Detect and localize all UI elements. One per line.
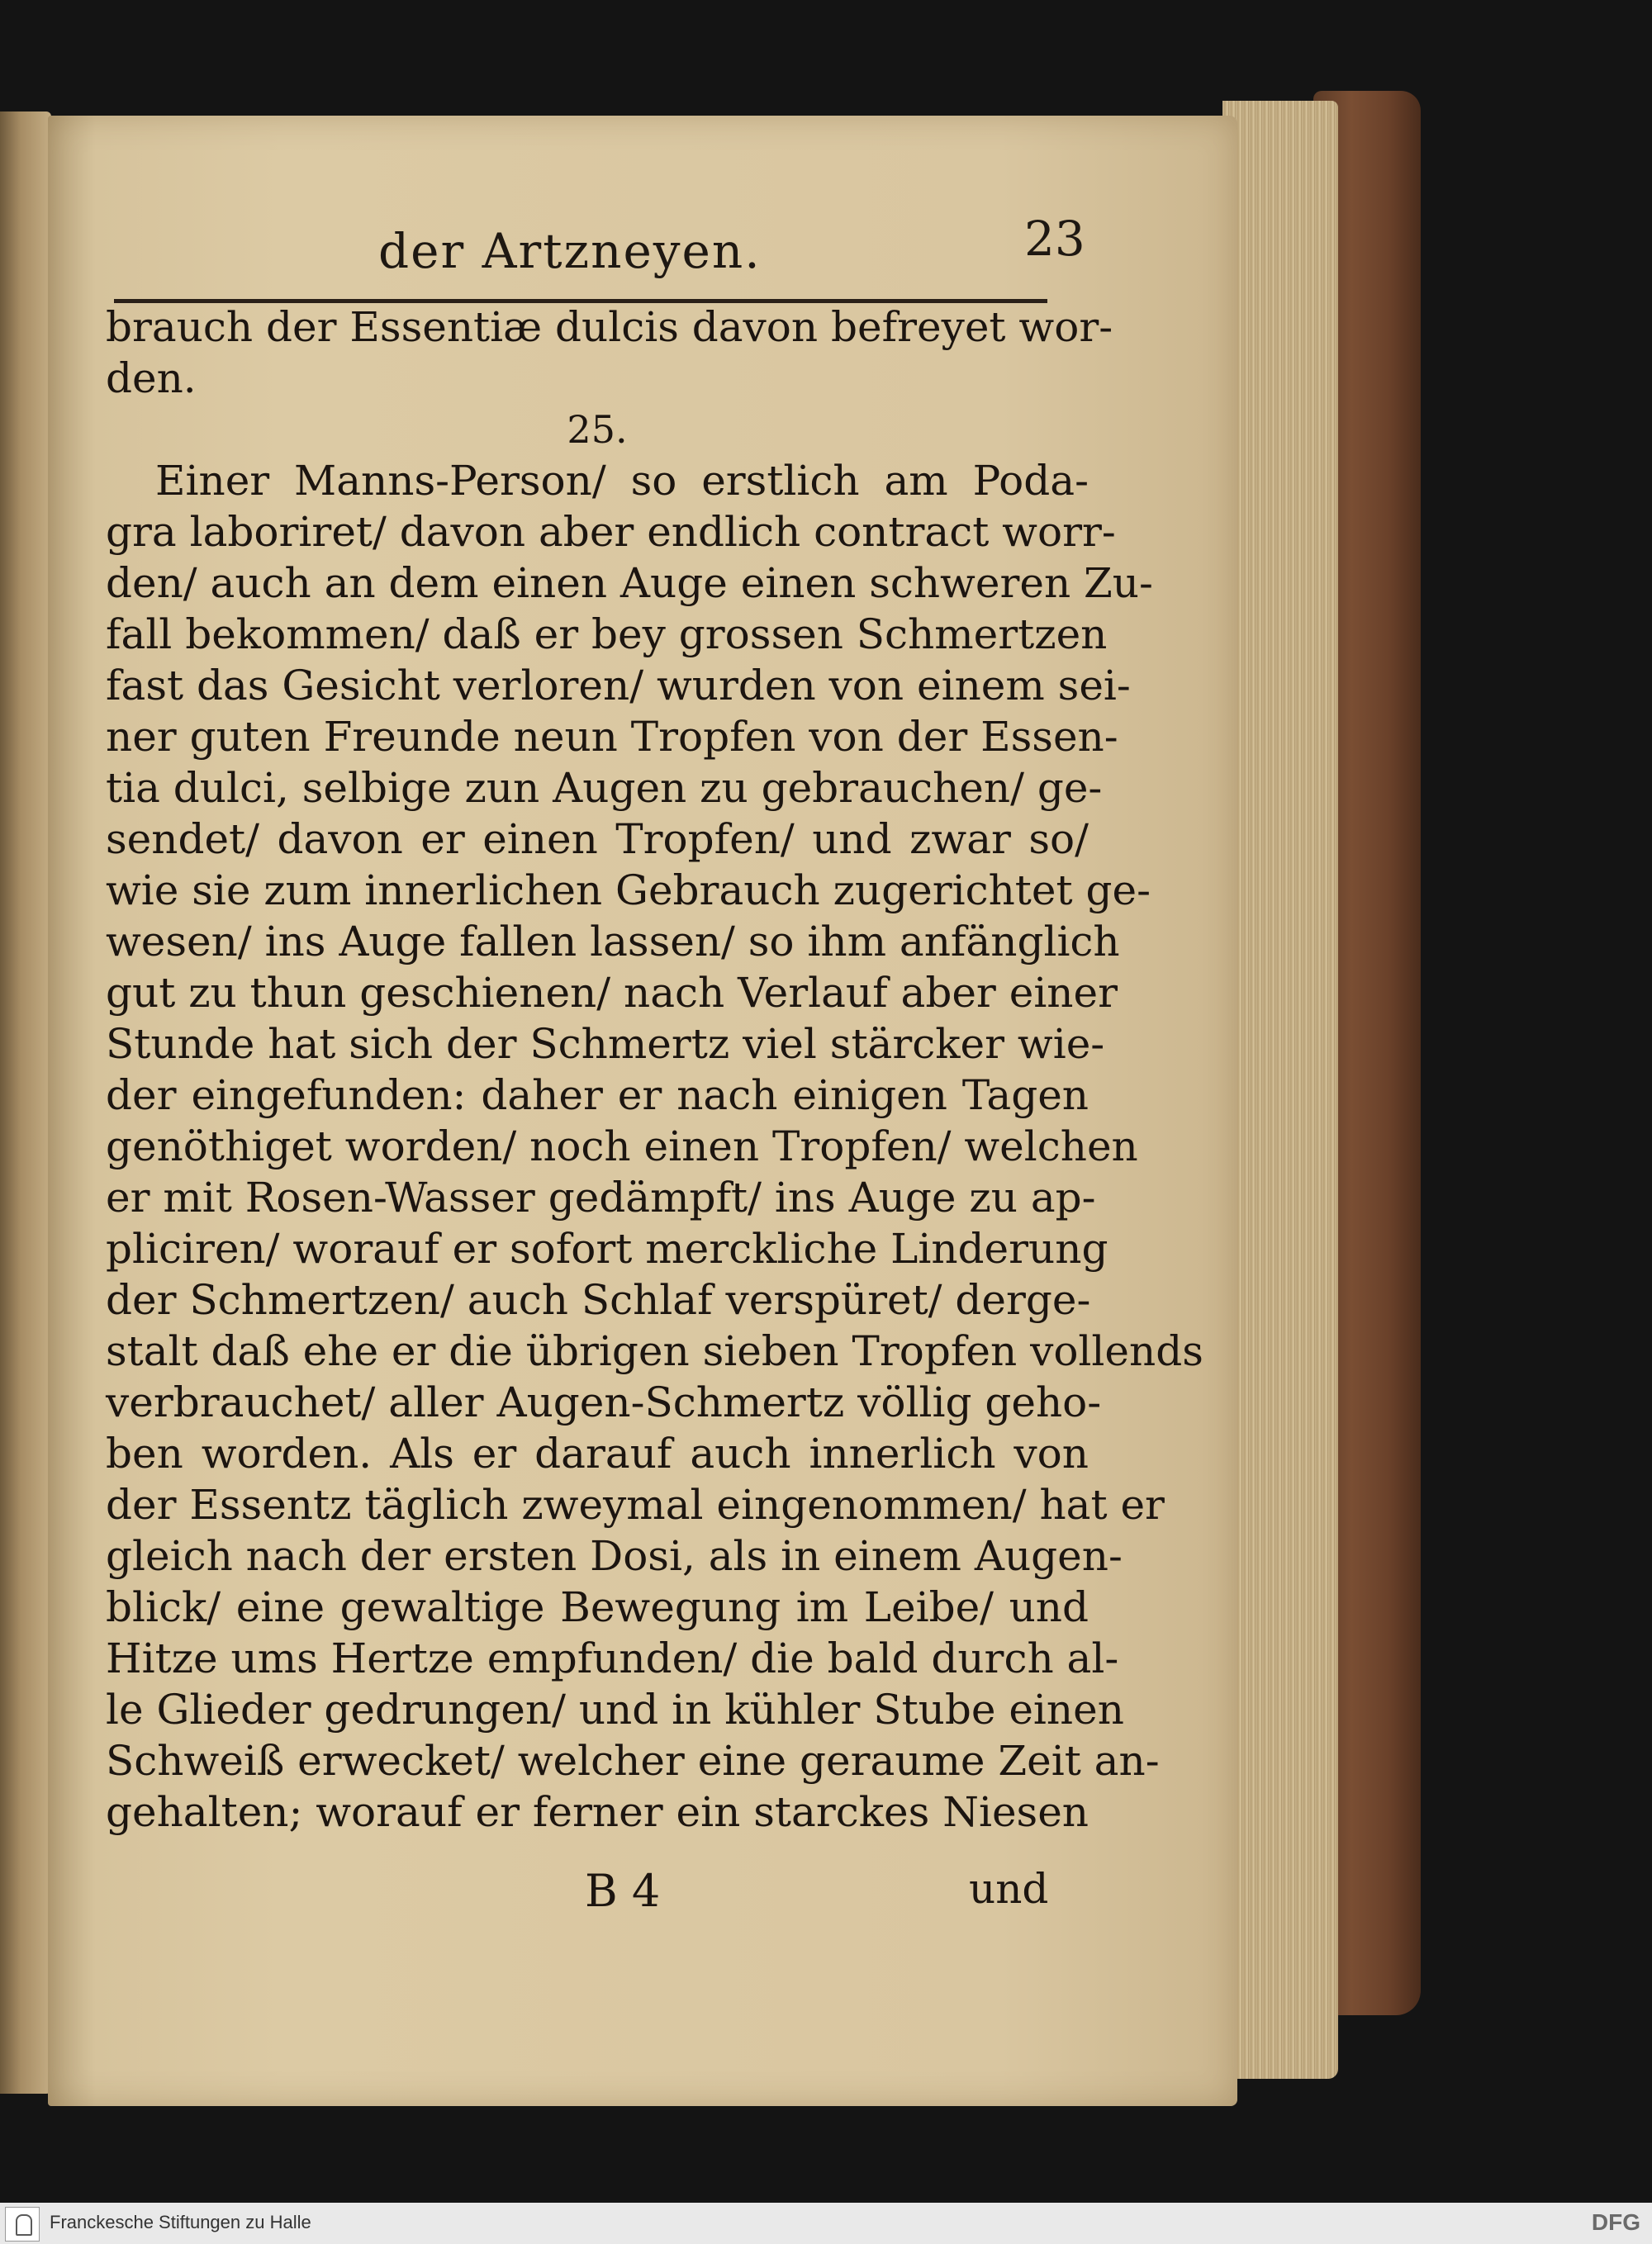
section-number: 25. [567,407,628,452]
catchword: und [969,1865,1049,1913]
text-line: Hitze ums Hertze empfunden/ die bald durch al- [106,1634,1119,1682]
running-head: der Artzneyen. [378,223,762,279]
text-line: Stunde hat sich der Schmertz viel stärcker wie- [106,1020,1105,1068]
text-line: le Glieder gedrungen/ und in kühler Stube einen [106,1686,1124,1734]
text-line: der Essentz täglich zweymal eingenommen/ hat er [106,1481,1165,1529]
text-line: Einer Manns-Person/ so erstlich am Poda- [155,457,1089,505]
left-page-edge [0,111,51,2094]
text-line: sendet/ davon er einen Tropfen/ und zwar so/ [106,815,1089,863]
text-line: wie sie zum innerlichen Gebrauch zugerichtet ge- [106,866,1151,914]
institution-name: Franckesche Stiftungen zu Halle [50,2212,311,2232]
body-text [106,301,1203,1838]
text-line: pliciren/ worauf er sofort merckliche Linderung [106,1225,1108,1273]
page-block-edges [1222,101,1338,2079]
text-line: fast das Gesicht verloren/ wurden von einem sei- [106,662,1131,709]
text-line: gehalten; worauf er ferner ein starckes Niesen [106,1788,1089,1836]
viewer-footer-bar [0,2203,1652,2244]
text-line: Schweiß erwecket/ welcher eine geraume Zeit an- [106,1737,1160,1785]
text-line: verbrauchet/ aller Augen-Schmertz völlig geho- [106,1378,1102,1426]
text-line: ben worden. Als er darauf auch innerlich von [106,1430,1089,1478]
text-line: den. [106,354,197,402]
text-line: gut zu thun geschienen/ nach Verlauf aber einer [106,969,1118,1017]
text-line: blick/ eine gewaltige Bewegung im Leibe/ und [106,1583,1089,1631]
signature-mark: B 4 [585,1865,661,1917]
text-line: der Schmertzen/ auch Schlaf verspüret/ derge- [106,1276,1091,1324]
text-line: genöthiget worden/ noch einen Tropfen/ welchen [106,1122,1138,1170]
book-page [48,116,1237,2106]
text-line: den/ auch an dem einen Auge einen schweren Zu- [106,559,1153,607]
text-line: brauch der Essentiæ dulcis davon befreyet wor- [106,303,1113,351]
text-line: gra laboriret/ davon aber endlich contract worr- [106,508,1116,556]
text-line: tia dulci, selbige zun Augen zu gebrauchen/ ge- [106,764,1103,812]
text-line: er mit Rosen-Wasser gedämpft/ ins Auge zu ap- [106,1174,1096,1222]
text-line: gleich nach der ersten Dosi, als in einem Augen- [106,1532,1123,1580]
text-line: fall bekommen/ daß er bey grossen Schmertzen [106,610,1108,658]
text-line: wesen/ ins Auge fallen lassen/ so ihm anfänglich [106,918,1120,965]
text-line: ner guten Freunde neun Tropfen von der Essen- [106,713,1118,761]
text-line: der eingefunden: daher er nach einigen Tagen [106,1071,1089,1119]
text-line: stalt daß ehe er die übrigen sieben Tropfen vollends [106,1327,1203,1375]
dfg-logo: DFG [1591,2209,1640,2235]
institution-logo-icon [5,2207,40,2242]
page-number: 23 [1024,211,1085,267]
